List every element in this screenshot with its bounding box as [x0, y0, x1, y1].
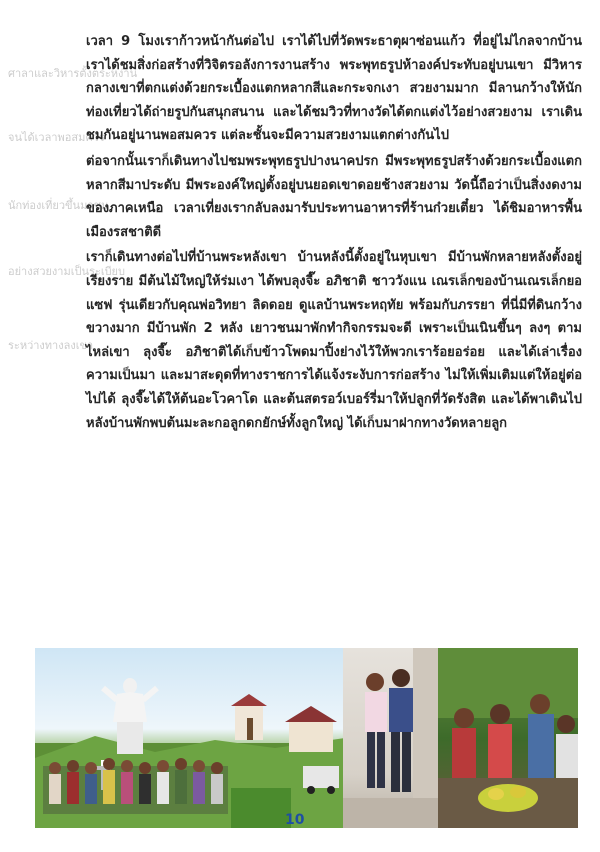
paragraph: เวลา 9 โมงเราก้าวหน้ากันต่อไป เราได้ไปที่วัดพระธาตุผาซ่อนแก้ว ที่อยู่ไม่ไกลจากบ้าน เราได้ชมสิ่งก่อสร้างที่วิจิตรอลังการงานสร้าง พระพุทธรูปห้าองค์ประทับอยู่บนเขา มีวิหารกลางเขาที่ตกแต่งด้วยกระเบื้องแตกหลากสีและกระจกเงา สวยงามมาก มีลานกว้างให้นักท่องเที่ยวได้ถ่ายรูปกันสนุกสนาน และได้ชมวิวที่ทางวัดได้ตกแต่งไว้อย่างสวยงาม เราเดินชมกันอยู่นานพอสมควร แต่ละชั้นจะมีความสวยงามแตกต่างกันไป [86, 34, 582, 144]
bleed-line: จนได้เวลาพอสมควร [8, 131, 105, 144]
bleed-line: นักท่องเที่ยวขึ้นมาชม [8, 199, 109, 212]
paragraph: ต่อจากนั้นเราก็เดินทางไปชมพระพุทธรูปปางนาคปรก มีพระพุทธรูปสร้างด้วยกระเบื้องแตกหลากสีมาประดับ มีพระองค์ใหญ่ตั้งอยู่บนยอดเขาดอยช้างสวยงาม วัดนี้ถือว่าเป็นสิ่งงดงามของภาคเหนือ เวลาเที่ยงเรากลับลงมารับประทานอาหารที่ร้านก๋วยเตี๋ยว ได้ชิมอาหารพื้นเมืองรสชาติดี [86, 153, 582, 240]
harvest-photo [438, 648, 578, 828]
couple-photo [343, 648, 438, 828]
bleed-line: ระหว่างทางลงเขา [8, 339, 94, 352]
group-photo [35, 648, 345, 828]
body-text [86, 30, 582, 435]
bleed-line: ศาลาและวิหารตั้งตระหง่าน [8, 67, 138, 80]
paragraph: เราก็เดินทางต่อไปที่บ้านพระหลังเขา บ้านหลังนี้ตั้งอยู่ในหุบเขา มีบ้านพักหลายหลังตั้งอยู่เรียงราย มีต้นไม้ใหญ่ให้ร่มเงา ได้พบลุงจี๊ะ อภิชาติ ชาววังแน เณรเล็กของบ้านเณรเล็กยอแซฟ รุ่นเดียวกับคุณพ่อวิทยา ลิดดอย ดูแลบ้านพระหฤทัย พร้อมกับภรรยา ที่นี่มีที่ดินกว้างขวางมาก มีบ้านพัก 2 หลัง เยาวชนมาพักทำกิจกรรมจะดี เพราะเป็นเนินขึ้นๆ ลงๆ ตามไหล่เขา ลุงจี๊ะ อภิชาติได้เก็บข้าวโพดมาปิ้งย่างไว้ให้พวกเราร้อยอร่อย และได้เล่าเรื่องความเป็นมา และมาสะดุดที่ทางราชการได้แจ้งระงับการก่อสร้าง ไม่ให้เพิ่มเติมแต่ให้อยู่ต่อไปได้ ลุงจี๊ะได้ให้ต้นอะโวคาโด และต้นสตรอว์เบอร์รี่มาให้ปลูกที่วัดรังสิต และได้พาเดินไปหลังบ้านพักพบต้นมะละกอลูกดกยักษ์ทั้งลูกใหญ่ ได้เก็บมาฝากทางวัดหลายลูก [86, 250, 582, 431]
bleed-line: อย่างสวยงามเป็นระเบียบ [8, 265, 125, 278]
page-number: 10 [285, 812, 305, 828]
couple-photo-illustration [343, 648, 438, 828]
harvest-photo-illustration [438, 648, 578, 828]
group-photo-illustration [35, 648, 345, 828]
